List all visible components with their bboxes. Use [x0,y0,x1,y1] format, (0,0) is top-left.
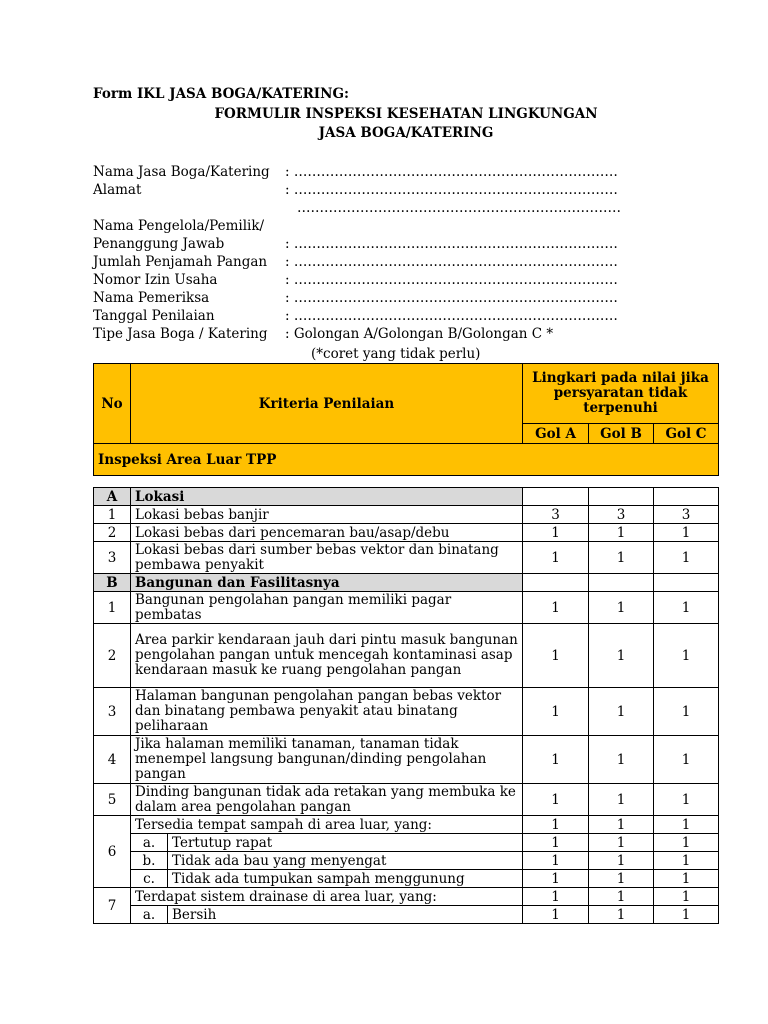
field-value: : ……………………………………………………………… [285,308,618,324]
score-gol-c[interactable]: 1 [654,524,719,542]
table-subrow [94,906,719,924]
row-criteria: Lokasi bebas dari sumber bebas vektor dan binatang pembawa penyakit [131,542,523,574]
score-gol-a[interactable]: 3 [523,506,589,524]
score-gol-a[interactable]: 1 [523,852,589,870]
subrow-criteria: Bersih [168,906,523,924]
score-gol-c[interactable]: 1 [654,816,719,834]
table-row [94,736,719,784]
score-gol-c[interactable]: 1 [654,624,719,688]
row-no: 5 [94,784,131,816]
field-label: Alamat [93,182,142,198]
group-label: Lokasi [131,488,523,506]
score-gol-b[interactable]: 1 [589,784,654,816]
score-gol-c[interactable]: 1 [654,906,719,924]
table-row [94,592,719,624]
table-row [94,542,719,574]
score-gol-c[interactable]: 3 [654,506,719,524]
subrow-no: b. [131,852,168,870]
row-no: 6 [94,816,131,888]
field-value: ……………………………………………………………… [297,200,621,216]
row-criteria: Dinding bangunan tidak ada retakan yang membuka ke dalam area pengolahan pangan [131,784,523,816]
table-subrow [94,834,719,852]
row-no: 1 [94,592,131,624]
score-gol-a[interactable]: 1 [523,524,589,542]
col-header-gol-a: Gol A [523,424,589,444]
score-gol-b[interactable]: 1 [589,870,654,888]
section-spacer [94,476,719,488]
field-value: : ……………………………………………………………… [285,236,618,252]
score-gol-c[interactable]: 1 [654,784,719,816]
row-no: 2 [94,524,131,542]
table-row [94,524,719,542]
row-criteria: Jika halaman memiliki tanaman, tanaman tidak menempel langsung bangunan/dinding pengolahan pangan [131,736,523,784]
score-gol-a[interactable]: 1 [523,784,589,816]
table-subrow [94,870,719,888]
col-header-circle-instruction: Lingkari pada nilai jika persyaratan tidak terpenuhi [523,364,719,424]
score-cell [523,488,589,506]
field-value: : ……………………………………………………………… [285,254,618,270]
score-gol-b[interactable]: 1 [589,624,654,688]
form-title-line2: JASA BOGA/KATERING [318,125,494,141]
score-gol-b[interactable]: 1 [589,816,654,834]
score-gol-c[interactable]: 1 [654,592,719,624]
table-row [94,506,719,524]
score-gol-b[interactable]: 1 [589,834,654,852]
score-gol-a[interactable]: 1 [523,816,589,834]
col-header-gol-b: Gol B [589,424,654,444]
subrow-criteria: Tidak ada tumpukan sampah menggunung [168,870,523,888]
table-row [94,688,719,736]
row-criteria: Halaman bangunan pengolahan pangan bebas vektor dan binatang pembawa penyakit atau binatang peliharaan [131,688,523,736]
row-no: 7 [94,888,131,924]
col-header-no: No [94,364,131,444]
strike-note: (*coret yang tidak perlu) [311,346,481,362]
field-label: Nama Jasa Boga/Katering [93,164,270,180]
subrow-no: c. [131,870,168,888]
table-row [94,784,719,816]
group-no: A [94,488,131,506]
form-title-line1: FORMULIR INSPEKSI KESEHATAN LINGKUNGAN [214,106,598,122]
field-label: Nama Pemeriksa [93,290,210,306]
score-gol-b[interactable]: 1 [589,852,654,870]
group-label: Bangunan dan Fasilitasnya [131,574,523,592]
score-gol-b[interactable]: 1 [589,524,654,542]
row-no: 3 [94,688,131,736]
field-label: Penanggung Jawab [93,236,225,252]
table-row [94,624,719,688]
score-gol-b[interactable]: 1 [589,888,654,906]
score-gol-a[interactable]: 1 [523,736,589,784]
score-cell [589,488,654,506]
inspection-table [93,363,719,924]
col-header-criteria: Kriteria Penilaian [131,364,523,444]
row-no: 1 [94,506,131,524]
score-gol-b[interactable]: 1 [589,542,654,574]
field-label: Nomor Izin Usaha [93,272,218,288]
field-value: : ……………………………………………………………… [285,272,618,288]
score-gol-a[interactable]: 1 [523,624,589,688]
row-no: 3 [94,542,131,574]
score-cell [589,574,654,592]
table-subrow [94,852,719,870]
score-gol-b[interactable]: 1 [589,736,654,784]
score-gol-c[interactable]: 1 [654,888,719,906]
subrow-no: a. [131,906,168,924]
field-label: Jumlah Penjamah Pangan [93,254,268,270]
field-label: Tipe Jasa Boga / Katering [93,326,268,342]
score-gol-b[interactable]: 3 [589,506,654,524]
row-no: 4 [94,736,131,784]
row-criteria: Terdapat sistem drainase di area luar, yang: [131,888,523,906]
row-criteria: Tersedia tempat sampah di area luar, yang: [131,816,523,834]
score-gol-c[interactable]: 1 [654,542,719,574]
score-gol-a[interactable]: 1 [523,834,589,852]
group-no: B [94,574,131,592]
field-label: Tanggal Penilaian [93,308,215,324]
score-gol-b[interactable]: 1 [589,688,654,736]
field-value: : ……………………………………………………………… [285,164,618,180]
score-gol-c[interactable]: 1 [654,870,719,888]
score-gol-a[interactable]: 1 [523,888,589,906]
row-no: 2 [94,624,131,688]
score-cell [523,574,589,592]
table-row [94,816,719,834]
row-criteria: Area parkir kendaraan jauh dari pintu masuk bangunan pengolahan pangan untuk mencegah kontaminasi asap kendaraan masuk ke ruang pengolahan pangan [131,624,523,688]
score-gol-c[interactable]: 1 [654,852,719,870]
subrow-criteria: Tidak ada bau yang menyengat [168,852,523,870]
score-cell [654,488,719,506]
row-criteria: Lokasi bebas dari pencemaran bau/asap/debu [131,524,523,542]
subrow-no: a. [131,834,168,852]
table-row [94,888,719,906]
row-criteria: Bangunan pengolahan pangan memiliki pagar pembatas [131,592,523,624]
score-gol-a[interactable]: 1 [523,688,589,736]
score-gol-a[interactable]: 1 [523,542,589,574]
score-gol-c[interactable]: 1 [654,834,719,852]
row-criteria: Lokasi bebas banjir [131,506,523,524]
score-gol-a[interactable]: 1 [523,592,589,624]
form-code: Form IKL JASA BOGA/KATERING: [93,86,349,102]
field-value: : ……………………………………………………………… [285,290,618,306]
field-value: : Golongan A/Golongan B/Golongan C * [285,326,554,342]
section-header: Inspeksi Area Luar TPP [94,444,719,476]
score-gol-a[interactable]: 1 [523,870,589,888]
score-gol-c[interactable]: 1 [654,688,719,736]
subrow-criteria: Tertutup rapat [168,834,523,852]
score-gol-b[interactable]: 1 [589,906,654,924]
field-value: : ……………………………………………………………… [285,182,618,198]
score-gol-c[interactable]: 1 [654,736,719,784]
score-cell [654,574,719,592]
score-gol-b[interactable]: 1 [589,592,654,624]
col-header-gol-c: Gol C [654,424,719,444]
score-gol-a[interactable]: 1 [523,906,589,924]
field-label: Nama Pengelola/Pemilik/ [93,218,265,234]
